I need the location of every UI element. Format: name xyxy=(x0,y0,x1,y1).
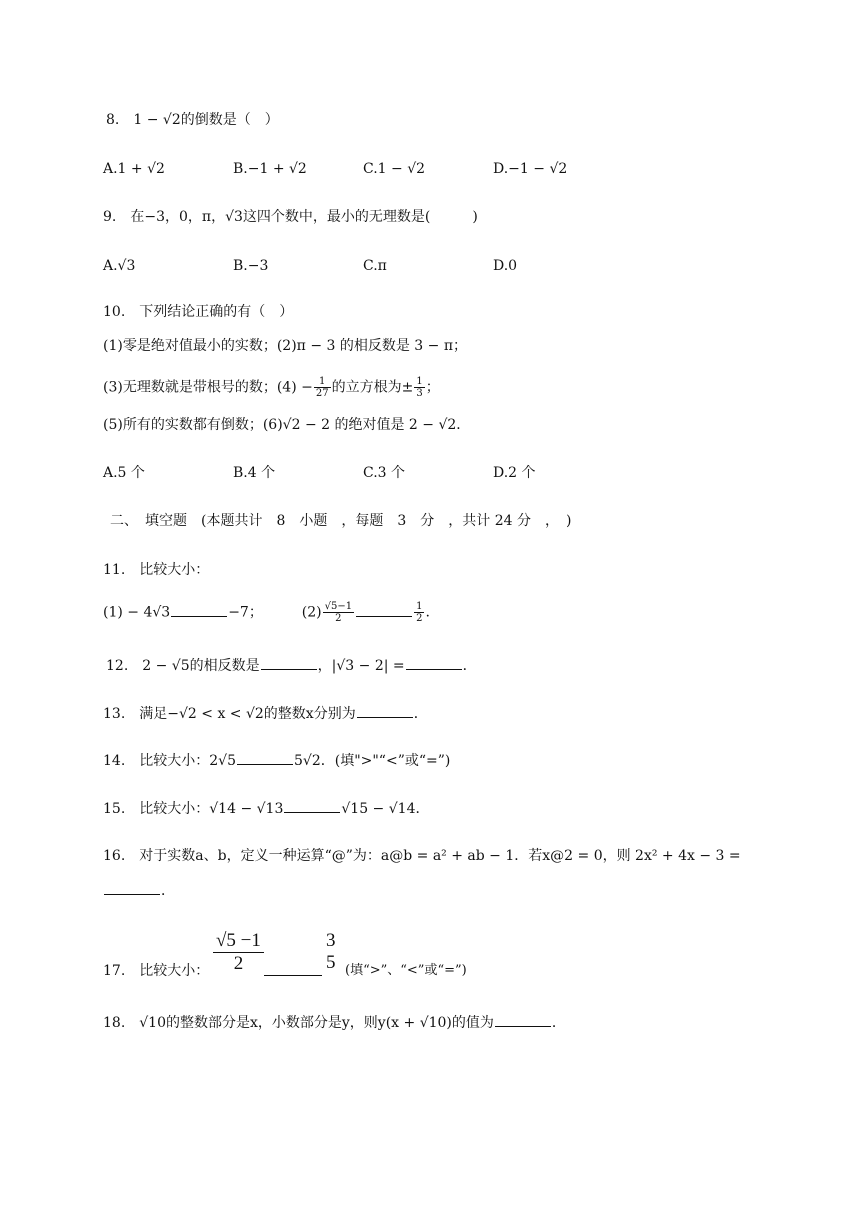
q11-part1: (1) − 4√3 xyxy=(103,604,171,621)
fraction-numerator: 1 xyxy=(314,376,331,388)
q10-line2-part-c: ； xyxy=(425,379,440,396)
answer-blank[interactable] xyxy=(406,655,462,670)
q12-text-mid: ，|√3 − 2| = xyxy=(317,658,405,674)
q16-text-end: ． xyxy=(161,883,175,899)
q17-hint: (填“>”、“<”或“=”) xyxy=(345,963,467,978)
q10-statement-line-3: (5)所有的实数都有倒数；(6)√2 − 2 的绝对值是 2 − √2． xyxy=(103,417,471,433)
fraction-3-over-5 xyxy=(323,930,339,974)
answer-blank[interactable] xyxy=(171,602,227,617)
answer-blank[interactable] xyxy=(495,1012,551,1027)
q8-option-d: D.−1 − √2 xyxy=(493,161,568,177)
answer-blank[interactable] xyxy=(261,655,317,670)
answer-blank[interactable] xyxy=(104,880,160,895)
fraction-1-3 xyxy=(414,376,424,399)
q13-text-pre: 13. 满足−√2 < x < √2的整数x分别为 xyxy=(103,706,356,722)
q9-option-c: C.π xyxy=(363,258,387,274)
fraction-numerator: 1 xyxy=(416,601,423,612)
question-15 xyxy=(103,798,429,819)
q15-text-end: √15 − √14． xyxy=(341,801,430,817)
q9-option-d: D.0 xyxy=(493,258,518,274)
q13-text-end: ． xyxy=(413,706,428,722)
fraction-denominator: 27 xyxy=(315,388,329,399)
fraction-denominator: 3 xyxy=(416,388,423,399)
q8-option-c: C.1 − √2 xyxy=(363,161,426,177)
answer-blank[interactable] xyxy=(284,798,340,813)
q15-text-pre: 15. 比较大小：√14 − √13 xyxy=(103,801,284,817)
fraction-numerator: √5 −1 xyxy=(213,930,264,953)
q10-statement-line-2 xyxy=(103,376,440,399)
fraction-denominator: 5 xyxy=(326,952,336,973)
q10-line2-part-b: 的立方根为± xyxy=(331,379,414,396)
q11-part2-end: . xyxy=(425,604,430,621)
question-17-label: 17. 比较大小： xyxy=(103,963,210,979)
q10-option-d: D.2 个 xyxy=(493,465,536,481)
answer-blank[interactable] xyxy=(357,703,413,718)
q11-part1-after: −7； xyxy=(228,604,263,621)
q8-option-a: A.1 + √2 xyxy=(103,161,165,177)
question-8-stem: 8. 1 − √2的倒数是（ ） xyxy=(106,112,279,128)
question-16-line-2 xyxy=(103,880,175,901)
fraction-denominator: 2 xyxy=(416,613,423,624)
q17-blank-wrap xyxy=(263,961,323,982)
answer-blank[interactable] xyxy=(237,750,293,765)
answer-blank[interactable] xyxy=(264,961,322,976)
q10-statement-line-1: (1)零是绝对值最小的实数；(2)π − 3 的相反数是 3 − π； xyxy=(103,338,468,354)
q14-text-pre: 14. 比较大小：2√5 xyxy=(103,753,236,769)
question-10-stem: 10. 下列结论正确的有（ ） xyxy=(103,304,294,320)
question-16-line-1: 16. 对于实数a、b，定义一种运算“@”为：a@b = a² + ab − 1．若x@2 = 0，则 2x² + 4x − 3 = xyxy=(103,848,741,864)
q10-option-a: A.5 个 xyxy=(103,465,145,481)
q18-text-pre: 18. √10的整数部分是x，小数部分是y，则y(x + √10)的值为 xyxy=(103,1015,494,1031)
fraction-sqrt5-minus-1-over-2 xyxy=(323,601,354,624)
fraction-denominator: 2 xyxy=(233,953,244,974)
q11-part2-label: (2) xyxy=(301,604,322,621)
question-18 xyxy=(103,1012,566,1033)
question-11-stem: 11. 比较大小： xyxy=(103,562,210,578)
fraction-numerator: √5−1 xyxy=(324,601,353,612)
answer-blank[interactable] xyxy=(356,602,412,617)
q8-option-b: B.−1 + √2 xyxy=(233,161,307,177)
question-12 xyxy=(106,655,477,676)
q12-text-end: ． xyxy=(462,658,477,674)
fraction-denominator: 2 xyxy=(335,613,342,624)
section-2-heading: 二、 填空题 (本题共计 8 小题 ，每题 3 分 ，共计 24 分 ， ) xyxy=(110,513,572,529)
q11-parts xyxy=(103,601,430,624)
fraction-sqrt5-minus-1-over-2-large xyxy=(213,930,264,975)
question-13 xyxy=(103,703,428,724)
q18-text-end: ． xyxy=(551,1015,566,1031)
fraction-1-2 xyxy=(414,601,424,624)
fraction-1-27 xyxy=(314,376,331,399)
q9-option-b: B.−3 xyxy=(233,258,269,274)
q12-text-pre: 12. 2 − √5的相反数是 xyxy=(106,658,260,674)
question-9-stem: 9. 在−3，0，π，√3这四个数中，最小的无理数是( ) xyxy=(103,209,478,225)
q10-option-c: C.3 个 xyxy=(363,465,406,481)
q9-option-a: A.√3 xyxy=(103,258,136,274)
question-14 xyxy=(103,750,450,771)
q14-text-end: 5√2．(填">"“<”或“=”) xyxy=(294,753,451,769)
q10-option-b: B.4 个 xyxy=(233,465,276,481)
q10-line2-part-a: (3)无理数就是带根号的数；(4) − xyxy=(103,379,313,396)
fraction-numerator: 3 xyxy=(326,930,336,951)
fraction-numerator: 1 xyxy=(416,376,423,387)
